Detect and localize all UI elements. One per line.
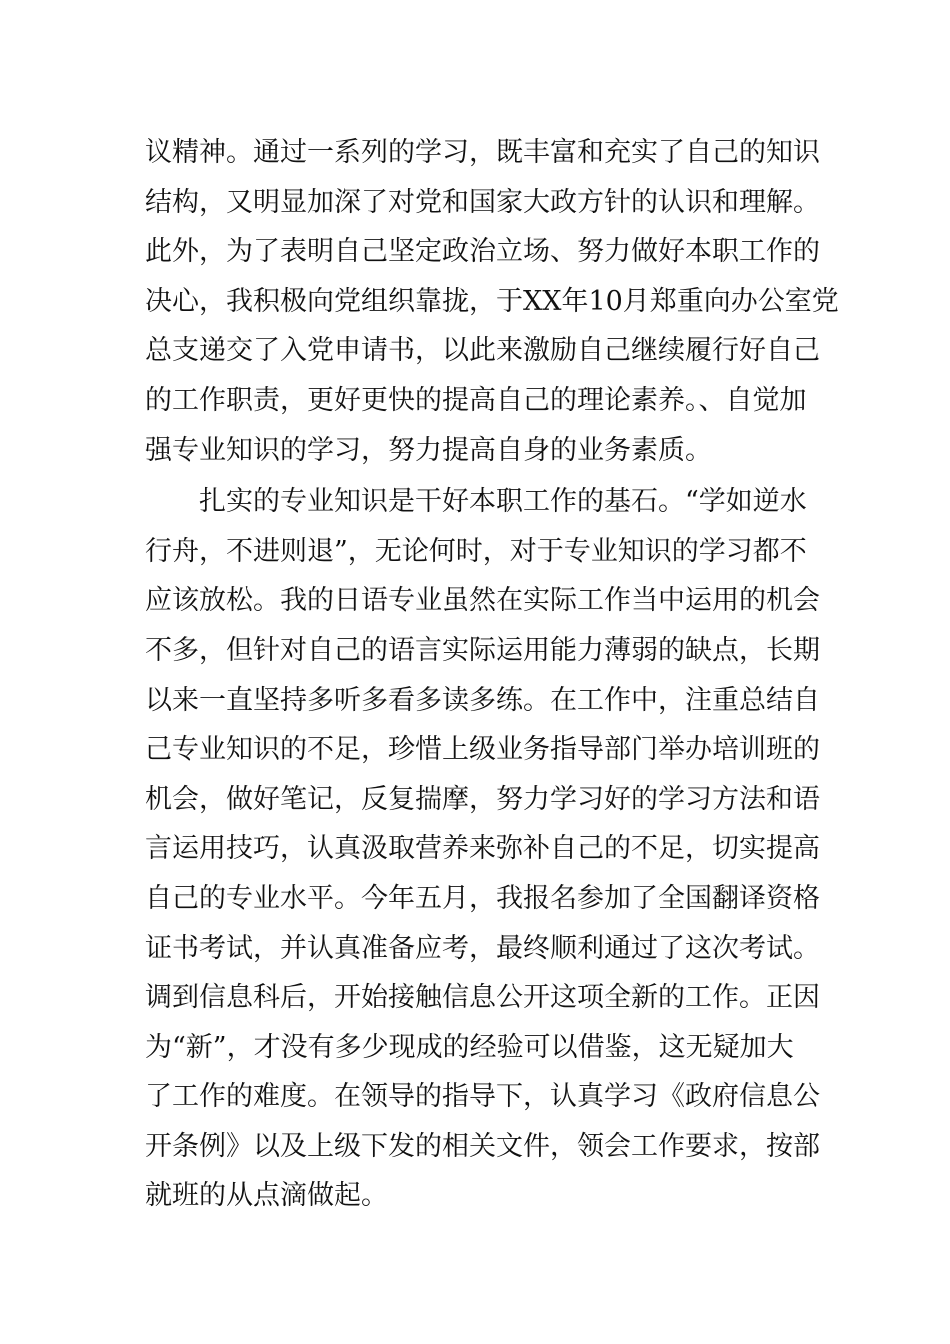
text-line: 了工作的难度。在领导的指导下，认真学习《政府信息公 <box>145 1081 820 1113</box>
text-line: 为“新”，才没有多少现成的经验可以借鉴，这无疑加大 <box>145 1031 794 1063</box>
paragraph-first-line: 扎实的专业知识是干好本职工作的基石。“学如逆水 <box>199 486 807 518</box>
text-line: 调到信息科后，开始接触信息公开这项全新的工作。正因 <box>145 982 820 1014</box>
text-line: 不多，但针对自己的语言实际运用能力薄弱的缺点，长期 <box>145 634 820 666</box>
text-line: 以来一直坚持多听多看多读多练。在工作中，注重总结自 <box>145 684 820 716</box>
text-line: 言运用技巧，认真汲取营养来弥补自己的不足，切实提高 <box>145 833 820 865</box>
text-line: 应该放松。我的日语专业虽然在实际工作当中运用的机会 <box>145 585 820 617</box>
text-line: 强专业知识的学习，努力提高自身的业务素质。 <box>145 434 712 466</box>
text-line: 结构，又明显加深了对党和国家大政方针的认识和理解。 <box>145 186 820 218</box>
text-line: 自己的专业水平。今年五月，我报名参加了全国翻译资格 <box>145 882 820 914</box>
text-line: 此外，为了表明自己坚定政治立场、努力做好本职工作的 <box>145 236 820 268</box>
body-text <box>145 128 839 1221</box>
text-line: 机会，做好笔记，反复揣摩，努力学习好的学习方法和语 <box>145 783 820 815</box>
text-line: 的工作职责，更好更快的提高自己的理论素养。、自觉加 <box>145 384 807 416</box>
text-line: 行舟，不进则退”，无论何时，对于专业知识的学习都不 <box>145 535 807 567</box>
text-line: 证书考试，并认真准备应考，最终顺利通过了这次考试。 <box>145 932 820 964</box>
text-line: 议精神。通过一系列的学习，既丰富和充实了自己的知识 <box>145 137 820 168</box>
text-line: 己专业知识的不足，珍惜上级业务指导部门举办培训班的 <box>145 734 820 766</box>
text-line: 开条例》以及上级下发的相关文件，领会工作要求，按部 <box>145 1130 820 1162</box>
text-line: 就班的从点滴做起。 <box>145 1180 388 1212</box>
text-line: 总支递交了入党申请书，以此来激励自己继续履行好自己 <box>145 335 820 367</box>
text-line: 决心，我积极向党组织靠拢，于XX年10月郑重向办公室党 <box>145 285 839 317</box>
